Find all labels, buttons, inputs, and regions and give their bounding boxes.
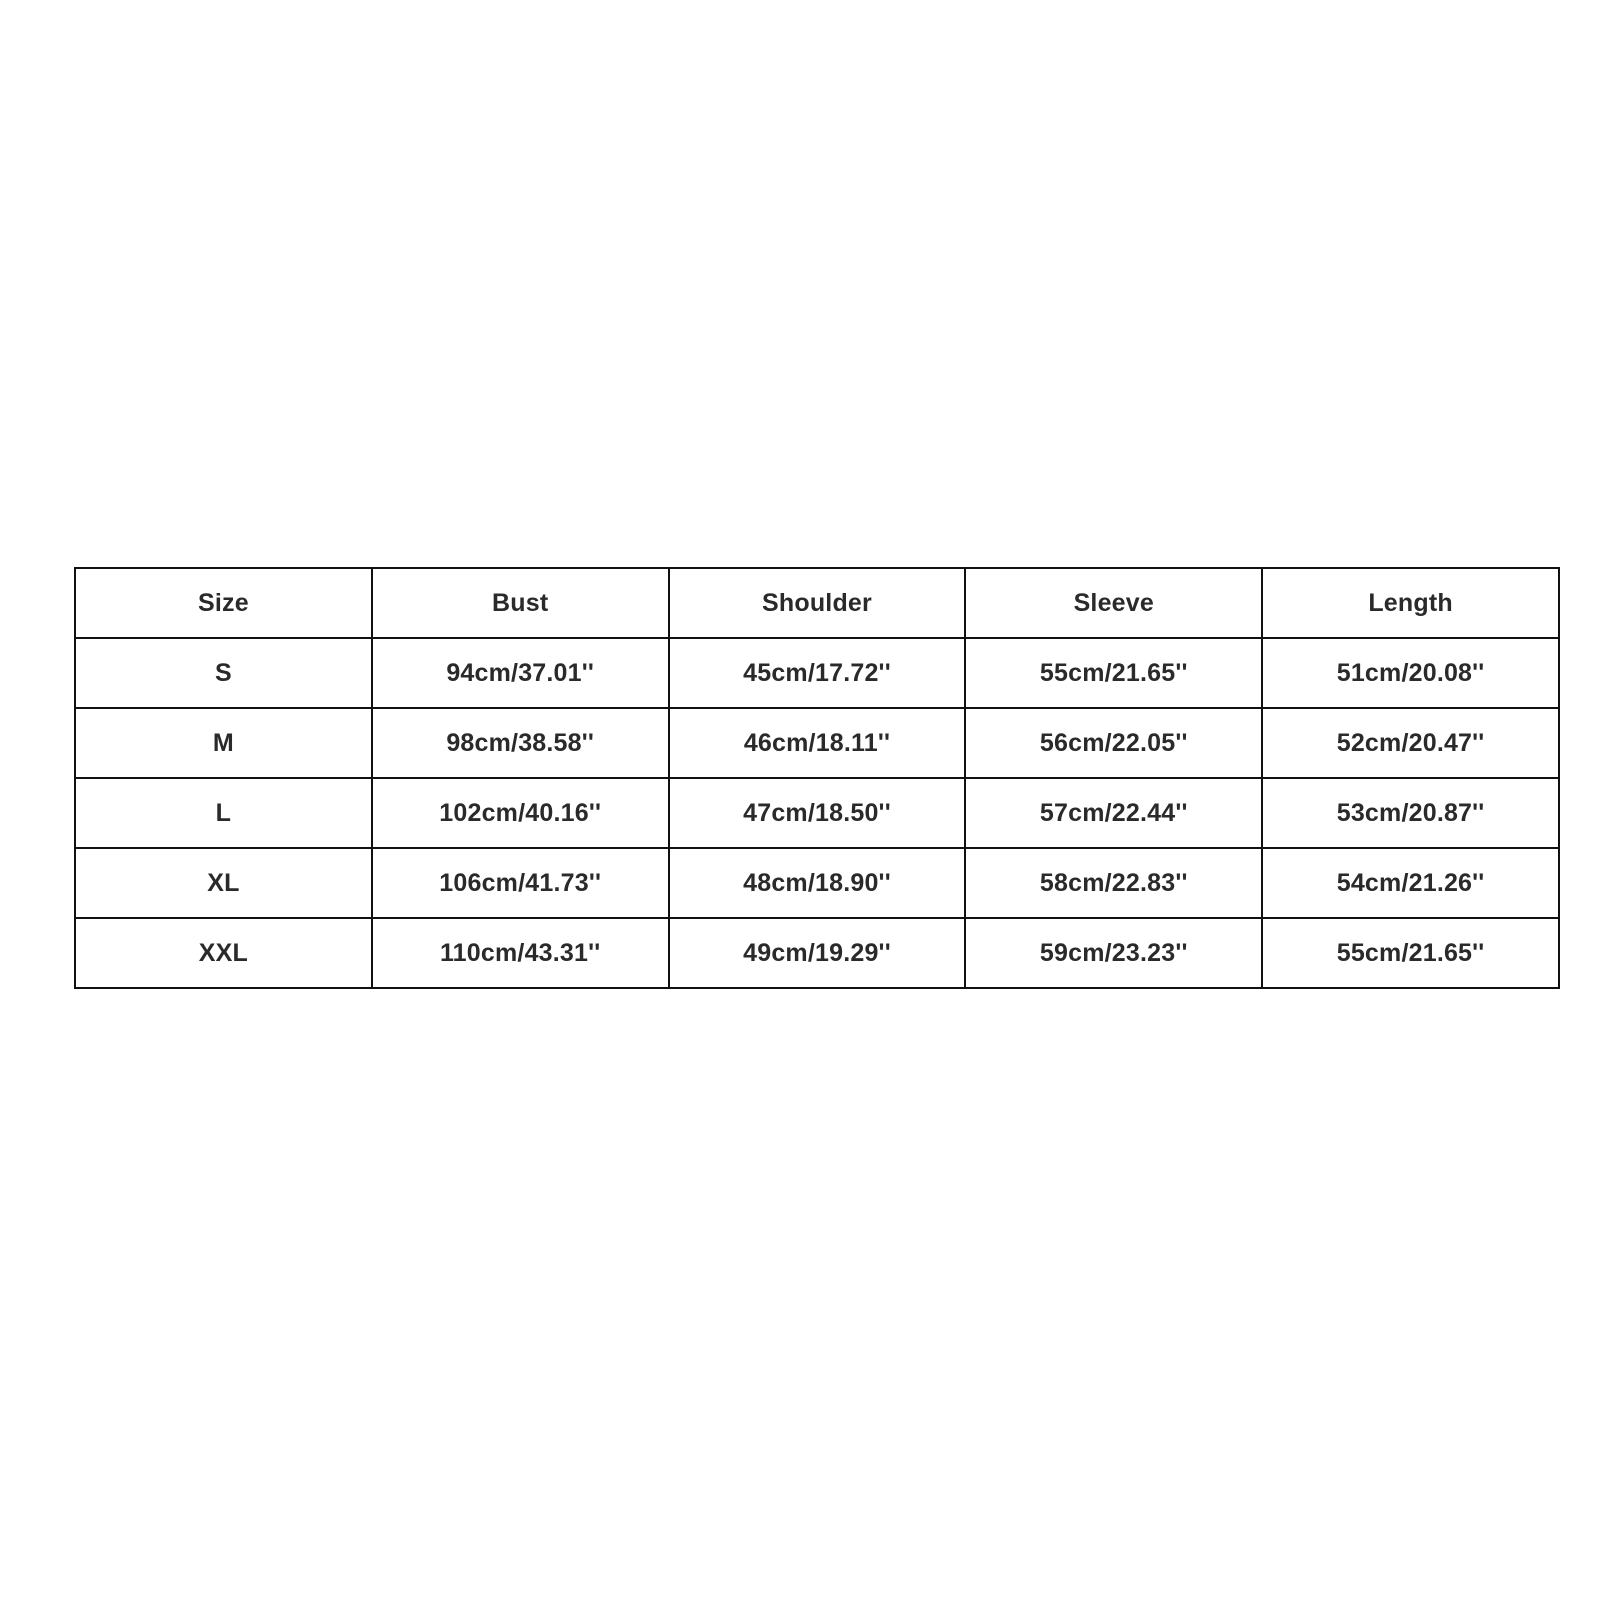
cell-length: 53cm/20.87'' — [1262, 778, 1559, 848]
header-sleeve: Sleeve — [965, 568, 1262, 638]
cell-length: 54cm/21.26'' — [1262, 848, 1559, 918]
cell-sleeve: 55cm/21.65'' — [965, 638, 1262, 708]
cell-size: S — [75, 638, 372, 708]
cell-length: 55cm/21.65'' — [1262, 918, 1559, 988]
cell-size: XXL — [75, 918, 372, 988]
header-size: Size — [75, 568, 372, 638]
cell-shoulder: 48cm/18.90'' — [669, 848, 966, 918]
cell-sleeve: 57cm/22.44'' — [965, 778, 1262, 848]
cell-size: L — [75, 778, 372, 848]
cell-shoulder: 45cm/17.72'' — [669, 638, 966, 708]
header-shoulder: Shoulder — [669, 568, 966, 638]
cell-shoulder: 49cm/19.29'' — [669, 918, 966, 988]
cell-bust: 106cm/41.73'' — [372, 848, 669, 918]
cell-bust: 110cm/43.31'' — [372, 918, 669, 988]
table-row — [75, 778, 1559, 848]
cell-length: 52cm/20.47'' — [1262, 708, 1559, 778]
size-chart-table — [74, 567, 1560, 989]
cell-size: M — [75, 708, 372, 778]
table-row — [75, 918, 1559, 988]
table-row — [75, 638, 1559, 708]
cell-shoulder: 47cm/18.50'' — [669, 778, 966, 848]
header-length: Length — [1262, 568, 1559, 638]
cell-sleeve: 59cm/23.23'' — [965, 918, 1262, 988]
table-row — [75, 708, 1559, 778]
table-header-row — [75, 568, 1559, 638]
cell-length: 51cm/20.08'' — [1262, 638, 1559, 708]
table-row — [75, 848, 1559, 918]
cell-size: XL — [75, 848, 372, 918]
cell-bust: 98cm/38.58'' — [372, 708, 669, 778]
cell-bust: 102cm/40.16'' — [372, 778, 669, 848]
cell-sleeve: 56cm/22.05'' — [965, 708, 1262, 778]
cell-sleeve: 58cm/22.83'' — [965, 848, 1262, 918]
cell-bust: 94cm/37.01'' — [372, 638, 669, 708]
header-bust: Bust — [372, 568, 669, 638]
cell-shoulder: 46cm/18.11'' — [669, 708, 966, 778]
